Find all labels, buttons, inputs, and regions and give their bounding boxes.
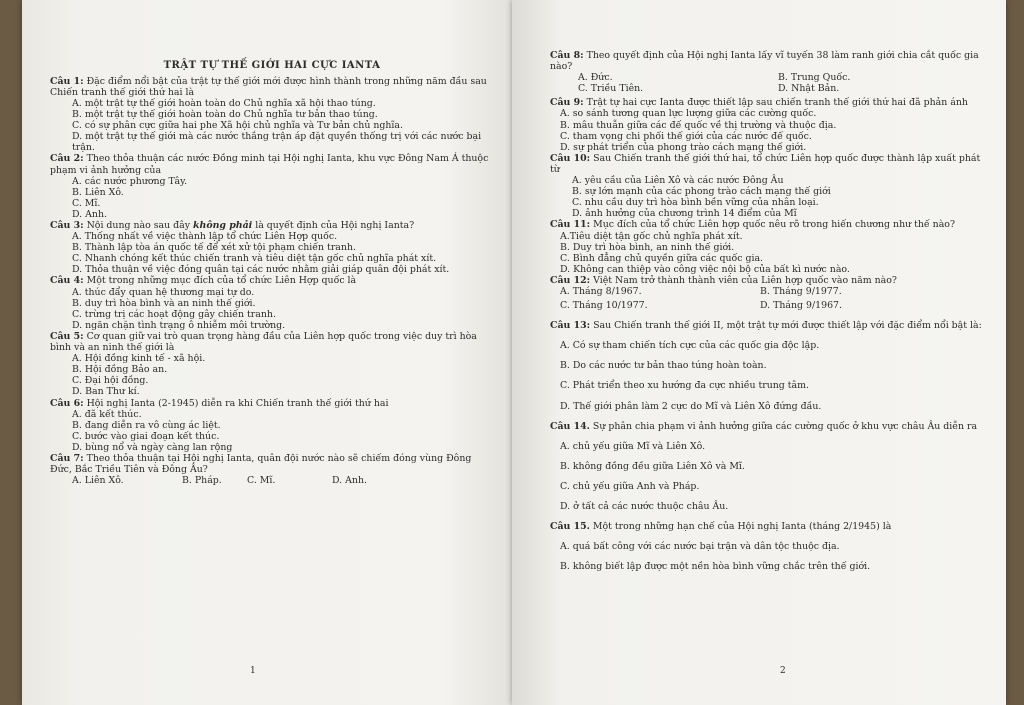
option-a: A. yêu cầu của Liên Xô và các nước Đông Âu <box>572 175 784 187</box>
question-10 <box>550 153 986 220</box>
option-b: B. duy trì hòa bình và an ninh thế giới. <box>72 297 256 309</box>
option-d: D. Anh. <box>332 475 367 487</box>
option-d: D. bùng nổ và ngày càng lan rộng <box>72 441 233 453</box>
question-14 <box>550 421 986 512</box>
question-6 <box>50 398 494 453</box>
option-a: A. đã kết thúc. <box>72 408 142 420</box>
page-number: 2 <box>780 666 786 677</box>
page-title: TRẬT TỰ THẾ GIỚI HAI CỰC IANTA <box>163 60 381 71</box>
option-a: A.Tiêu diệt tận gốc chủ nghĩa phát xít. <box>560 230 743 242</box>
question-stem: Sau Chiến tranh thế giới thứ hai, tổ chức Liên hợp quốc được thành lập xuất phát từ <box>550 152 981 175</box>
question-label: Câu 10: <box>550 152 591 164</box>
question-label: Câu 13: <box>550 320 591 332</box>
question-label: Câu 15. <box>550 521 590 533</box>
option-c: C. Đại hội đồng. <box>72 375 149 387</box>
question-2 <box>50 153 494 220</box>
option-a: A. chủ yếu giữa Mĩ và Liên Xô. <box>560 440 706 452</box>
option-a: A. Liên Xô. <box>72 475 124 487</box>
option-c: C. nhu cầu duy trì hòa bình bền vững của nhân loại. <box>572 197 819 209</box>
question-stem: Đặc điểm nổi bật của trật tự thế giới mới được hình thành trong những năm đầu sau Chiến tranh thế giới thứ hai là <box>50 75 487 98</box>
question-11 <box>550 219 986 274</box>
option-b: B. Do các nước tư bản thao túng hoàn toàn. <box>560 360 767 372</box>
question-stem: Trật tự hai cực Ianta được thiết lập sau chiến tranh thế giới thứ hai đã phản ánh <box>586 97 968 109</box>
option-a: A. thúc đẩy quan hệ thương mại tự do. <box>72 286 255 298</box>
option-d: D. một trật tự thế giới mà các nước thắng trận áp đặt quyền thống trị với các nước bại trận. <box>72 131 482 154</box>
option-a: A. Thống nhất về việc thành lập tổ chức Liên Hợp quốc. <box>72 231 338 243</box>
question-stem: Theo thỏa thuận các nước Đồng minh tại Hội nghị Ianta, khu vực Đông Nam Á thuộc phạm vi ảnh hưởng của <box>50 153 489 176</box>
option-c: C. Tháng 10/1977. <box>560 300 648 312</box>
option-d: D. ngăn chặn tình trạng ô nhiễm môi trường. <box>72 319 286 331</box>
question-stem: Sau Chiến tranh thế giới II, một trật tự mới được thiết lập với đặc điểm nổi bật là: <box>593 320 982 332</box>
question-stem: Một trong những mục đích của tổ chức Liên Hợp quốc là <box>86 275 357 287</box>
option-c: C. Mĩ. <box>247 475 276 487</box>
option-b: B. Trung Quốc. <box>778 72 851 84</box>
question-stem: Việt Nam trở thành thành viên của Liên hợp quốc vào năm nào? <box>593 274 897 286</box>
option-d: D. Thế giới phân làm 2 cực do Mĩ và Liên Xô đứng đầu. <box>560 400 822 412</box>
question-label: Câu 12: <box>550 274 591 286</box>
option-a: A. so sánh tương quan lực lượng giữa các cường quốc. <box>560 108 817 120</box>
question-stem: Cơ quan giữ vai trò quan trọng hàng đầu của Liên hợp quốc trong việc duy trì hòa bình và an ninh thế giới là <box>50 330 477 354</box>
question-stem-emphasis: không phải <box>193 220 253 232</box>
option-c: C. bước vào giai đoạn kết thúc. <box>72 430 220 442</box>
option-b: B. đang diễn ra vô cùng ác liệt. <box>72 419 221 431</box>
option-a: A. Có sự tham chiến tích cực của các quốc gia độc lập. <box>560 340 820 352</box>
question-label: Câu 5: <box>50 330 84 342</box>
option-d: D. ảnh hưởng của chương trình 14 điểm của Mĩ <box>572 208 797 220</box>
question-7 <box>50 453 494 486</box>
question-stem: Một trong những hạn chế của Hội nghị Ianta (tháng 2/1945) là <box>592 521 892 533</box>
option-b: B. Thành lập tòa án quốc tế để xét xử tội phạm chiến tranh. <box>72 242 356 254</box>
option-d: D. Nhật Bản. <box>778 83 840 95</box>
option-c: C. Bình đẳng chủ quyền giữa các quốc gia. <box>560 252 764 264</box>
option-c: C. Phát triển theo xu hướng đa cực nhiều trung tâm. <box>560 380 810 392</box>
option-b: B. sự lớn mạnh của các phong trào cách mạng thế giới <box>572 186 831 198</box>
question-13 <box>550 320 986 411</box>
option-b: B. Hội đồng Bảo an. <box>72 364 168 376</box>
option-b: B. Pháp. <box>182 475 222 487</box>
option-a: A. quá bất công với các nước bại trận và dân tộc thuộc địa. <box>560 541 840 553</box>
question-label: Câu 2: <box>50 153 84 165</box>
option-b: B. một trật tự thế giới hoàn toàn do Chủ nghĩa tư bản thao túng. <box>72 109 378 121</box>
question-label: Câu 11: <box>550 219 591 231</box>
question-label: Câu 14. <box>550 420 590 432</box>
option-d: D. Tháng 9/1967. <box>760 300 843 312</box>
question-label: Câu 1: <box>50 75 84 87</box>
question-9 <box>550 97 986 152</box>
question-8 <box>550 50 986 94</box>
option-d: D. sự phát triển của phong trào cách mạng thế giới. <box>560 141 807 153</box>
option-d: D. ở tất cả các nước thuộc châu Âu. <box>560 501 729 512</box>
question-12 <box>550 275 986 311</box>
option-c: C. chủ yếu giữa Anh và Pháp. <box>560 480 700 492</box>
option-a: A. Đức. <box>578 72 613 84</box>
option-a: A. các nước phương Tây. <box>72 175 188 187</box>
option-b: B. Duy trì hòa bình, an ninh thế giới. <box>560 241 735 253</box>
option-c: C. tham vọng chi phối thế giới của các nước đế quốc. <box>560 130 812 142</box>
page-number: 1 <box>250 666 256 677</box>
option-b: B. Tháng 9/1977. <box>760 285 842 297</box>
option-c: C. Mĩ. <box>72 197 101 209</box>
option-b: B. mâu thuẫn giữa các đế quốc về thị trường và thuộc địa. <box>560 119 837 131</box>
question-label: Câu 4: <box>50 275 84 287</box>
question-stem: Nội dung nào sau đây <box>86 220 191 232</box>
question-stem: Theo thỏa thuận tại Hội nghị Ianta, quân đội nước nào sẽ chiếm đóng vùng Đông Đức, Bắc Triều Tiên và Đông Âu? <box>50 452 472 476</box>
option-a: A. Tháng 8/1967. <box>560 285 642 297</box>
option-b: B. không đồng đều giữa Liên Xô và Mĩ. <box>560 460 745 472</box>
option-c: C. trừng trị các hoạt động gây chiến tranh. <box>72 308 276 320</box>
question-15 <box>550 521 986 572</box>
option-b: B. không biết lập được một nền hòa bình vững chắc trên thế giới. <box>560 561 871 573</box>
option-b: B. Liên Xô. <box>72 186 124 198</box>
question-stem: Hội nghị Ianta (2-1945) diễn ra khi Chiến tranh thế giới thứ hai <box>86 397 389 409</box>
option-d: D. Anh. <box>72 208 107 220</box>
option-a: A. Hội đồng kinh tế - xã hội. <box>72 353 206 365</box>
question-1 <box>50 76 494 154</box>
option-c: C. Triều Tiên. <box>578 83 644 95</box>
question-stem: Mục đích của tổ chức Liên hợp quốc nêu rõ trong hiến chương như thế nào? <box>593 219 955 231</box>
option-c: C. Nhanh chóng kết thúc chiến tranh và tiêu diệt tận gốc chủ nghĩa phát xít. <box>72 253 437 265</box>
question-label: Câu 8: <box>550 50 584 61</box>
option-a: A. một trật tự thế giới hoàn toàn do Chủ nghĩa xã hội thao túng. <box>72 97 376 109</box>
option-c: C. có sự phân cực giữa hai phe Xã hội chủ nghĩa và Tư bản chủ nghĩa. <box>72 120 403 132</box>
question-label: Câu 3: <box>50 220 84 232</box>
question-stem: Theo quyết định của Hội nghị Ianta lấy vĩ tuyến 38 làm ranh giới chia cắt quốc gia nào? <box>550 50 979 73</box>
question-stem: Sự phân chia phạm vi ảnh hưởng giữa các cường quốc ở khu vực châu Âu diễn ra <box>592 420 978 432</box>
option-d: D. Ban Thư kí. <box>72 386 140 398</box>
exam-page-right <box>512 0 1006 705</box>
question-label: Câu 6: <box>50 397 84 409</box>
option-d: D. Thỏa thuận về việc đóng quân tại các nước nhằm giải giáp quân đội phát xít. <box>72 264 450 276</box>
question-stem: là quyết định của Hội nghị Ianta? <box>255 220 415 232</box>
question-3 <box>50 220 494 275</box>
exam-page-left <box>22 0 516 705</box>
question-5 <box>50 331 494 398</box>
question-label: Câu 9: <box>550 97 584 109</box>
question-label: Câu 7: <box>50 452 84 464</box>
question-4 <box>50 275 494 330</box>
option-d: D. Không can thiệp vào công việc nội bộ của bất kì nước nào. <box>560 263 850 275</box>
